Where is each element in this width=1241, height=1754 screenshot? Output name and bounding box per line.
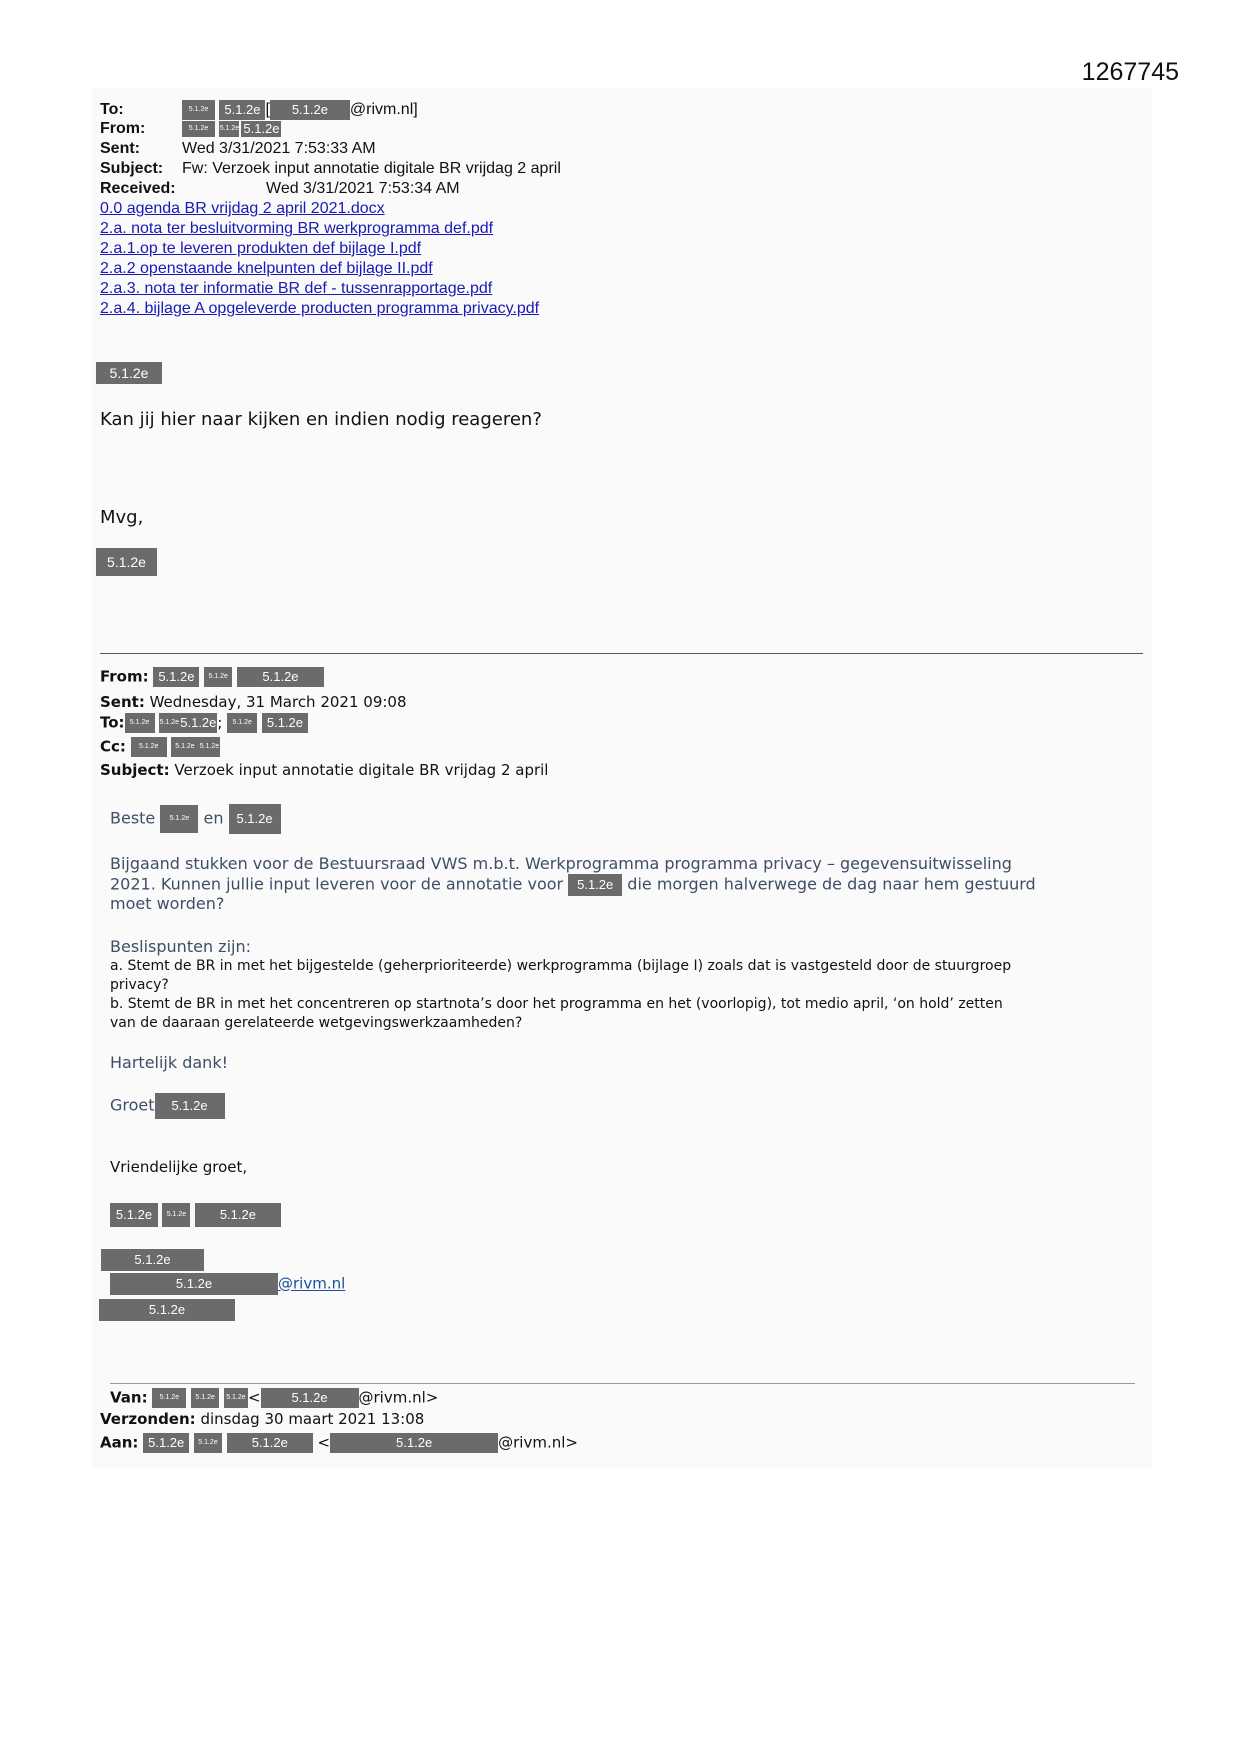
- redaction-box: 5.1.2e: [110, 1273, 278, 1295]
- para1-line2: [110, 874, 1130, 896]
- redaction-box: 5.1.2e: [182, 121, 215, 137]
- greeting-start: Beste: [110, 808, 156, 828]
- signature-redacted: [96, 548, 157, 576]
- subject-value: Fw: Verzoek input annotatie digitale BR vrijdag 2 april: [182, 160, 561, 177]
- email-link[interactable]: @rivm.nl: [278, 1274, 346, 1293]
- divider: [110, 1383, 1135, 1384]
- redaction-box: 5.1.2e: [125, 713, 155, 733]
- to-row: [100, 100, 418, 120]
- redaction-box: 5.1.2e: [198, 737, 220, 757]
- redaction-box: 5.1.2e: [155, 1093, 225, 1119]
- greeting: [110, 804, 281, 834]
- attachment-link[interactable]: 2.a.3. nota ter informatie BR def - tussenrapportage.pdf: [100, 280, 493, 297]
- attachment-link[interactable]: 0.0 agenda BR vrijdag 2 april 2021.docx: [100, 200, 385, 217]
- m2-to-row: [100, 713, 308, 733]
- salutation-redacted: [96, 362, 162, 384]
- m3-aan-lt: <: [317, 1433, 331, 1452]
- m3-aan-domain: @rivm.nl>: [498, 1433, 578, 1452]
- groet-line: [110, 1093, 1130, 1119]
- redaction-box: 5.1.2e: [179, 713, 217, 733]
- redaction-box: 5.1.2e: [229, 804, 281, 834]
- m3-van-lt: <: [247, 1388, 261, 1407]
- subject-label: Subject:: [100, 160, 164, 177]
- point-a-line1: a. Stemt de BR in met het bijgestelde (geherprioriteerde) werkprogramma (bijlage I) zoals dat is vastgesteld door de stuurgroep: [110, 958, 1012, 974]
- m2-closing: Vriendelijke groet,: [110, 1158, 248, 1176]
- m3-aan-label: Aan:: [100, 1433, 139, 1452]
- groet-text: Groet: [110, 1095, 155, 1115]
- para1-line3: moet worden?: [110, 894, 225, 913]
- para1-text-b: 2021. Kunnen jullie input leveren voor de annotatie voor: [110, 874, 564, 894]
- m2-signature-title: [101, 1249, 204, 1271]
- redaction-box: 5.1.2e: [219, 100, 265, 120]
- m2-from-row: [100, 667, 324, 687]
- m2-signature-email: [110, 1273, 345, 1295]
- m3-van-row: [110, 1388, 438, 1408]
- redaction-box: 5.1.2e: [182, 100, 215, 120]
- redaction-box: 5.1.2e: [568, 874, 622, 896]
- m3-verzonden-row: [100, 1410, 424, 1428]
- redaction-box: 5.1.2e: [96, 548, 157, 576]
- redaction-box: 5.1.2e: [194, 1433, 222, 1453]
- m2-signature-name: [110, 1203, 281, 1227]
- sent-row: [100, 140, 376, 158]
- received-value: Wed 3/31/2021 7:53:34 AM: [266, 180, 460, 197]
- point-a-line2: privacy?: [110, 977, 169, 993]
- received-label: Received:: [100, 180, 176, 197]
- greeting-and: en: [203, 808, 224, 828]
- received-row: [100, 180, 460, 198]
- to-bracket: [: [265, 101, 270, 119]
- redaction-box: 5.1.2e: [160, 805, 198, 833]
- para1-line1: Bijgaand stukken voor de Bestuursraad VWS m.b.t. Werkprogramma programma privacy – gegevensuitwisseling: [110, 854, 1012, 873]
- redaction-box: 5.1.2e: [270, 100, 350, 120]
- redaction-box: 5.1.2e: [204, 667, 232, 687]
- redaction-box: 5.1.2e: [171, 737, 198, 757]
- m2-cc-row: [100, 737, 220, 757]
- thanks: Hartelijk dank!: [110, 1053, 228, 1072]
- point-b-line1: b. Stemt de BR in met het concentreren op startnota’s door het programma en het (voorlopig), tot medio april, ‘on hold’ zetten: [110, 996, 1003, 1012]
- redaction-box: 5.1.2e: [110, 1203, 158, 1227]
- document-id: 1267745: [1081, 58, 1179, 86]
- from-row: [100, 120, 281, 138]
- m2-from-label: From:: [100, 667, 149, 686]
- redaction-box: 5.1.2e: [195, 1203, 281, 1227]
- redaction-box: 5.1.2e: [131, 737, 167, 757]
- redaction-box: 5.1.2e: [243, 120, 280, 136]
- divider: [100, 653, 1143, 654]
- m3-van-domain: @rivm.nl>: [358, 1388, 439, 1407]
- redaction-box: 5.1.2e: [227, 1433, 313, 1453]
- redaction-box: 5.1.2e: [96, 362, 162, 384]
- redaction-box: 5.1.2e: [153, 667, 199, 687]
- redaction-box: 5.1.2e: [262, 713, 308, 733]
- point-b-line2: van de daaraan gerelateerde wetgevingswerkzaamheden?: [110, 1015, 523, 1031]
- m2-subject-label: Subject:: [100, 761, 170, 779]
- redaction-box: 5.1.2e: [191, 1388, 219, 1408]
- m2-sent-row: [100, 693, 407, 711]
- redaction-box: 5.1.2e: [143, 1433, 189, 1453]
- points-title: Beslispunten zijn:: [110, 937, 251, 956]
- m2-cc-label: Cc:: [100, 737, 126, 756]
- m3-verzonden-label: Verzonden:: [100, 1410, 196, 1428]
- m2-subject-row: [100, 761, 548, 779]
- m3-van-label: Van:: [110, 1388, 148, 1407]
- redaction-box: 5.1.2e: [219, 121, 239, 137]
- redaction-box: 5.1.2e: [330, 1433, 498, 1453]
- message-body: Kan jij hier naar kijken en indien nodig reageren?: [100, 409, 542, 430]
- attachment-link[interactable]: 2.a.4. bijlage A opgeleverde producten programma privacy.pdf: [100, 300, 540, 317]
- sent-label: Sent:: [100, 140, 140, 157]
- redaction-box: 5.1.2e: [237, 667, 324, 687]
- attachment-link[interactable]: 2.a.1.op te leveren produkten def bijlage I.pdf: [100, 240, 422, 257]
- attachment-link[interactable]: 2.a.2 openstaande knelpunten def bijlage II.pdf: [100, 260, 433, 277]
- sent-value: Wed 3/31/2021 7:53:33 AM: [182, 140, 376, 157]
- m2-signature-extra: [99, 1299, 235, 1321]
- m3-aan-row: [100, 1433, 578, 1453]
- redaction-box: 5.1.2e: [99, 1299, 235, 1321]
- attachment-link[interactable]: 2.a. nota ter besluitvorming BR werkprogramma def.pdf: [100, 220, 494, 237]
- subject-row: [100, 160, 561, 178]
- m2-to-sep: ;: [217, 713, 223, 732]
- to-label: To:: [100, 101, 124, 119]
- para1-text-c: die morgen halverwege de dag naar hem gestuurd: [627, 874, 1036, 894]
- redaction-box: 5.1.2e: [101, 1249, 204, 1271]
- to-domain: @rivm.nl]: [349, 101, 418, 119]
- redaction-box: 5.1.2e: [152, 1388, 186, 1408]
- m2-to-label: To:: [100, 713, 125, 732]
- redaction-box: 5.1.2e: [261, 1388, 359, 1408]
- m2-sent-label: Sent:: [100, 693, 145, 711]
- message-closing: Mvg,: [100, 507, 144, 528]
- redaction-box: 5.1.2e: [224, 1388, 248, 1408]
- from-label: From:: [100, 120, 146, 137]
- redaction-box: 5.1.2e: [159, 713, 179, 733]
- m2-sent-value: Wednesday, 31 March 2021 09:08: [149, 693, 407, 711]
- redaction-box: 5.1.2e: [162, 1203, 190, 1227]
- m3-verzonden-value: dinsdag 30 maart 2021 13:08: [200, 1410, 425, 1428]
- redaction-box: 5.1.2e: [227, 713, 257, 733]
- m2-subject-value: Verzoek input annotatie digitale BR vrijdag 2 april: [174, 761, 549, 779]
